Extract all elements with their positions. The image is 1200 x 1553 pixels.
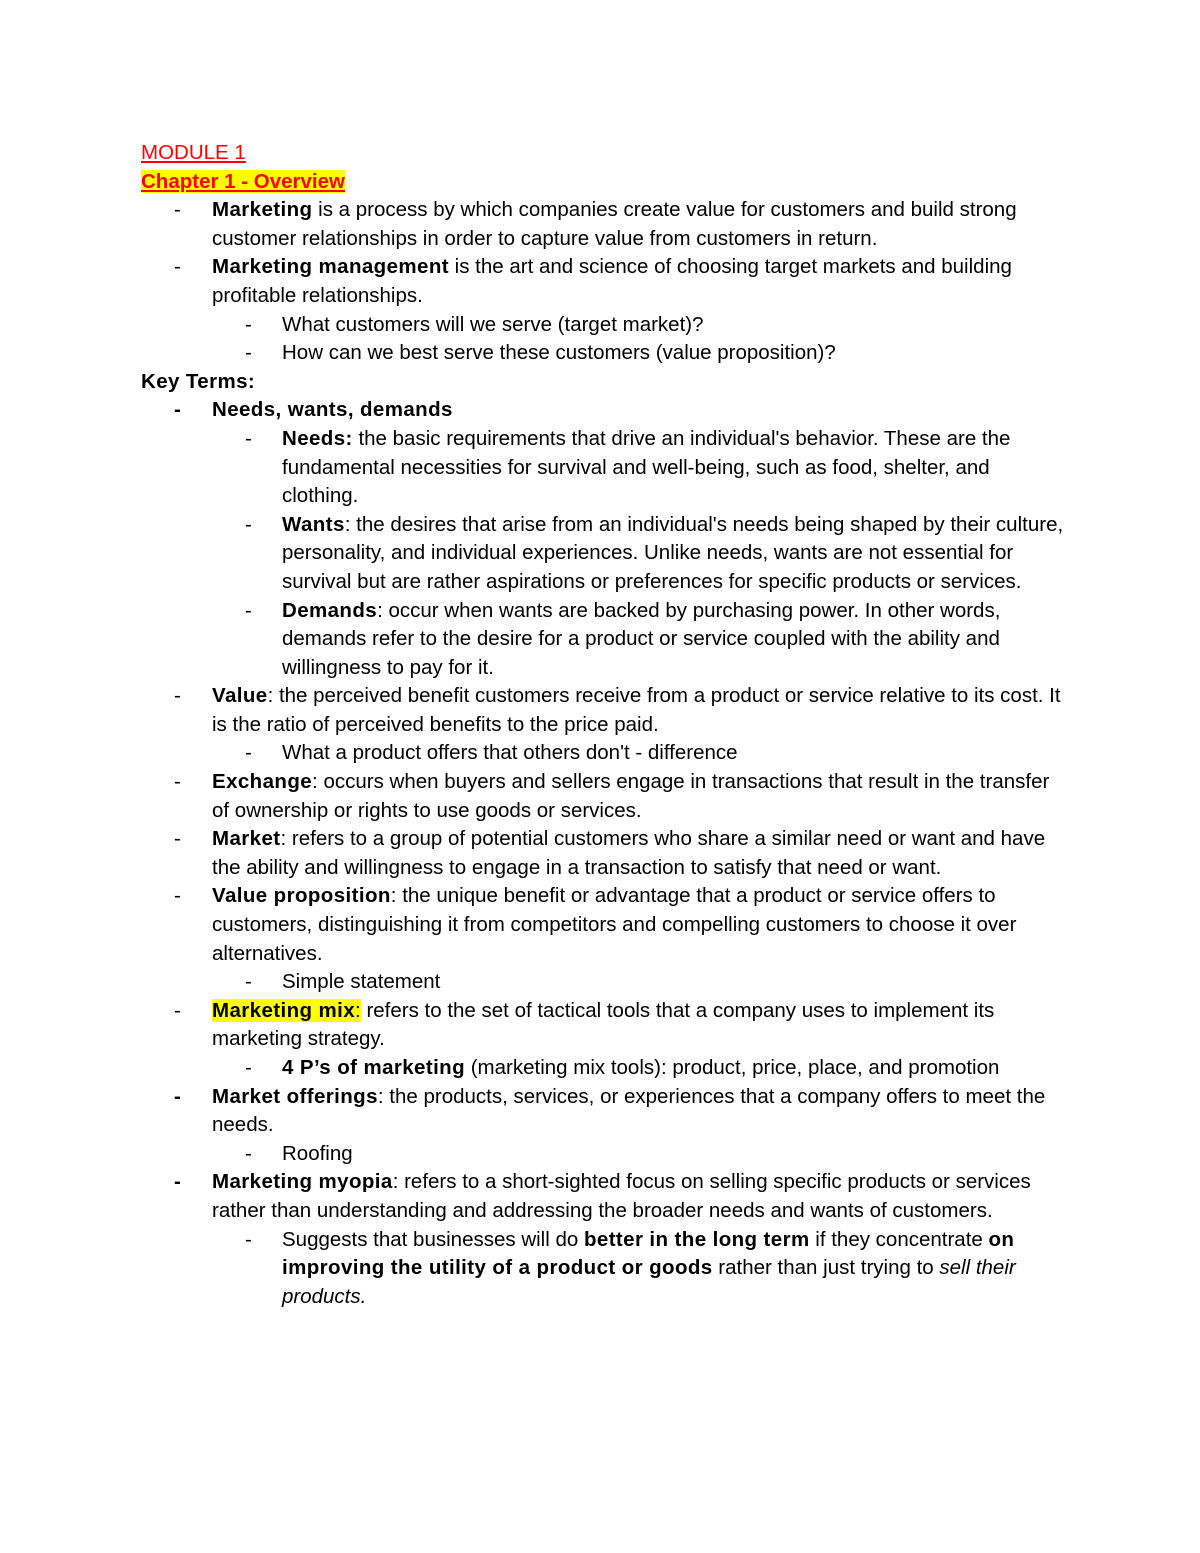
list-item xyxy=(141,1054,1071,1083)
definition: : refers to a group of potential customers who share a similar need or want and have the ability and willingness to engage in a transaction to satisfy that need or want. xyxy=(212,827,1046,879)
definition: the basic requirements that drive an individual's behavior. These are the fundamental necessities for survival and well-being, such as food, shelter, and clothing. xyxy=(282,426,1011,508)
key-terms-heading-line xyxy=(141,368,1071,397)
list-item xyxy=(141,511,1071,597)
key-terms-heading: Key Terms: xyxy=(141,369,256,393)
list-item xyxy=(141,1168,1071,1225)
sub-point: Simple statement xyxy=(282,970,441,994)
term: Marketing myopia xyxy=(212,1170,393,1194)
bullet-dash: - xyxy=(245,1227,252,1251)
definition: : the products, services, or experiences that a company offers to meet the needs. xyxy=(212,1084,1046,1137)
definition: (marketing mix tools): product, price, place, and promotion xyxy=(465,1056,1000,1079)
definition: : the perceived benefit customers receive from a product or service relative to its cost. It is the ratio of perceived benefits to the price paid. xyxy=(212,684,1061,736)
sub-point-part: rather than just trying to xyxy=(712,1256,940,1280)
bullet-dash: - xyxy=(245,1141,252,1165)
list-item xyxy=(141,682,1071,739)
term: 4 P’s of marketing xyxy=(282,1056,466,1079)
term-colon: : xyxy=(355,998,361,1022)
document-body xyxy=(141,139,1071,1311)
definition: : occur when wants are backed by purchasing power. In other words, demands refer to the desire for a product or service coupled with the ability and willingness to pay for it. xyxy=(282,598,1001,679)
list-item xyxy=(141,739,1071,768)
bullet-dash: - xyxy=(174,1084,181,1108)
term: Value xyxy=(212,684,268,708)
chapter-title-line xyxy=(141,168,1071,197)
term: Market offerings xyxy=(212,1084,378,1108)
term: Wants xyxy=(282,512,345,536)
bullet-dash: - xyxy=(245,598,252,622)
list-item xyxy=(141,597,1071,683)
list-item xyxy=(141,425,1071,511)
sub-point: What a product offers that others don't - difference xyxy=(282,741,738,765)
emphasis: better in the long term xyxy=(583,1227,810,1251)
definition: : refers to a short-sighted focus on selling specific products or services rather than understanding and addressing the broader needs and wants of customers. xyxy=(212,1170,1031,1222)
list-item xyxy=(141,1226,1071,1312)
list-item xyxy=(141,997,1071,1054)
bullet-dash: - xyxy=(245,1056,252,1079)
list-item xyxy=(141,396,1071,425)
term: Marketing management xyxy=(212,255,449,279)
bullet-dash: - xyxy=(174,398,181,422)
list-item xyxy=(141,311,1071,340)
sub-point: Roofing xyxy=(282,1141,353,1165)
bullet-dash: - xyxy=(245,970,252,994)
list-item xyxy=(141,196,1071,253)
term: Exchange xyxy=(212,770,313,794)
bullet-dash: - xyxy=(174,884,181,908)
list-item xyxy=(141,825,1071,882)
term: Needs, wants, demands xyxy=(212,398,453,422)
term: Value proposition xyxy=(212,884,391,908)
definition: is the art and science of choosing target markets and building profitable relationships. xyxy=(212,255,1012,307)
bullet-dash: - xyxy=(174,998,181,1022)
chapter-title: Chapter 1 - Overview xyxy=(141,169,345,193)
definition: : the unique benefit or advantage that a product or service offers to customers, distinguishing it from competitors and compelling customers to choose it over alternatives. xyxy=(212,884,1017,965)
term: Demands xyxy=(282,598,378,622)
italic-emphasis: sell their products. xyxy=(282,1256,1016,1308)
module-title-line xyxy=(141,139,1071,168)
list-item xyxy=(141,882,1071,968)
list-item xyxy=(141,1083,1071,1140)
list-item xyxy=(141,968,1071,997)
term: Market xyxy=(212,827,281,851)
list-item xyxy=(141,768,1071,825)
bullet-dash: - xyxy=(245,741,252,765)
bullet-dash: - xyxy=(245,512,252,536)
definition: is a process by which companies create value for customers and build strong customer relationships in order to capture value from customers in return. xyxy=(212,198,1017,250)
bullet-dash: - xyxy=(174,198,181,222)
term: Marketing xyxy=(212,198,313,222)
module-title: MODULE 1 xyxy=(141,141,246,164)
sub-point: What customers will we serve (target market)? xyxy=(282,312,704,336)
bullet-dash: - xyxy=(245,312,252,336)
bullet-dash: - xyxy=(174,770,181,794)
bullet-dash: - xyxy=(174,827,181,851)
definition: refers to the set of tactical tools that a company uses to implement its marketing strategy. xyxy=(212,998,995,1051)
list-item xyxy=(141,339,1071,368)
term: Marketing mix xyxy=(212,998,356,1022)
emphasis: on improving the utility of a product or goods xyxy=(282,1227,1015,1280)
sub-point-part: if they concentrate xyxy=(809,1227,989,1251)
bullet-dash: - xyxy=(174,684,181,708)
bullet-dash: - xyxy=(245,426,252,450)
bullet-dash: - xyxy=(174,255,181,279)
list-item xyxy=(141,1140,1071,1169)
definition: : occurs when buyers and sellers engage in transactions that result in the transfer of ownership or rights to use goods or services. xyxy=(212,770,1050,822)
highlighted-term xyxy=(212,999,361,1022)
bullet-dash: - xyxy=(174,1170,181,1194)
bullet-dash: - xyxy=(245,341,252,365)
sub-point: How can we best serve these customers (value proposition)? xyxy=(282,341,836,365)
sub-point-part: Suggests that businesses will do xyxy=(282,1227,584,1251)
list-item xyxy=(141,253,1071,310)
term: Needs: xyxy=(282,426,353,450)
definition: : the desires that arise from an individual's needs being shaped by their culture, personality, and individual experiences. Unlike needs, wants are not essential for survival but are rather aspirations or preferences for specific products or services. xyxy=(282,512,1064,593)
